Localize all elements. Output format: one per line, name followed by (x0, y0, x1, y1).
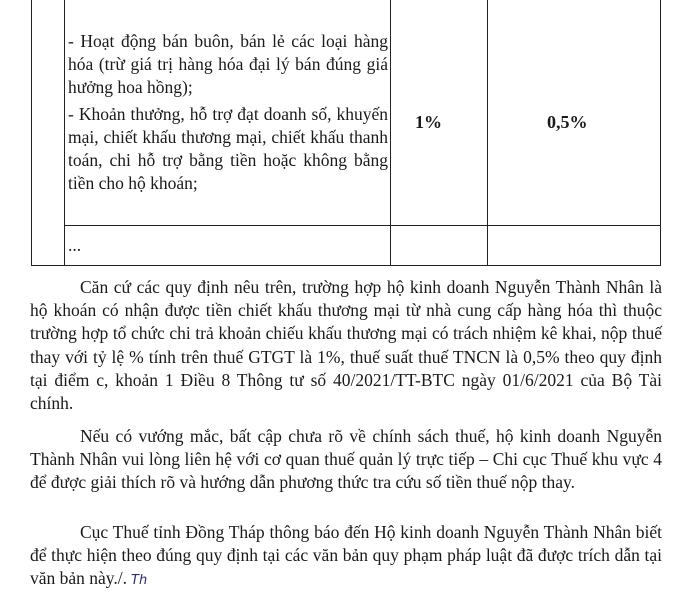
table-cell-ellipsis: ... (68, 235, 82, 255)
table-border-right (660, 0, 661, 266)
table-divider (64, 0, 65, 266)
paragraph-text: Nếu có vướng mắc, bất cập chưa rõ về chính sách thuế, hộ kinh doanh Nguyễn Thành Nhân vui lòng liên hệ với cơ quan thuế quản lý trực tiếp – Chi cục Thuế khu vực 4 để được giải thích rõ và hướng dẫn phương thức tra cứu số tiền thuế nộp thay. (30, 426, 662, 493)
paragraph-text: Cục Thuế tỉnh Đồng Tháp thông báo đến Hộ kinh doanh Nguyễn Thành Nhân biết để thực hiện theo đúng quy định tại các văn bản quy phạm pháp luật đã được trích dẫn tại văn bản này./. (30, 522, 662, 589)
table-cell-activities (68, 30, 388, 195)
activity-item: - Hoạt động bán buôn, bán lẻ các loại hàng hóa (trừ giá trị hàng hóa đại lý bán đúng giá hưởng hoa hồng); (68, 31, 388, 97)
handwritten-initial: Th (131, 573, 148, 589)
paragraph (30, 425, 662, 495)
table-border-bottom (31, 265, 661, 266)
paragraph-text: Căn cứ các quy định nêu trên, trường hợp hộ kinh doanh Nguyễn Thành Nhân là hộ khoán có nhận được tiền chiết khấu thương mại từ nhà cung cấp hàng hóa thì thuộc trường hợp tổ chức chi trả khoản chiếu khấu thương mại có trách nhiệm kê khai, nộp thuế thay với tỷ lệ % tính trên thuế GTGT là 1%, thuế suất thuế TNCN là 0,5% theo quy định tại điểm c, khoản 1 Điều 8 Thông tư số 40/2021/TT-BTC ngày 01/6/2021 của Bộ Tài chính. (30, 277, 662, 414)
activity-item: - Khoản thưởng, hỗ trợ đạt doanh số, khuyến mại, chiết khấu thương mại, chiết khấu thanh toán, chi hỗ trợ bằng tiền hoặc không bằng tiền cho hộ khoán; (68, 104, 388, 193)
table-row-divider (64, 225, 661, 226)
table-border-left (31, 0, 32, 266)
vat-rate: 1% (415, 112, 442, 132)
table-divider (390, 0, 391, 266)
paragraph (30, 276, 662, 415)
pit-rate: 0,5% (547, 112, 588, 132)
paragraph (30, 521, 662, 593)
table-divider (487, 0, 488, 266)
